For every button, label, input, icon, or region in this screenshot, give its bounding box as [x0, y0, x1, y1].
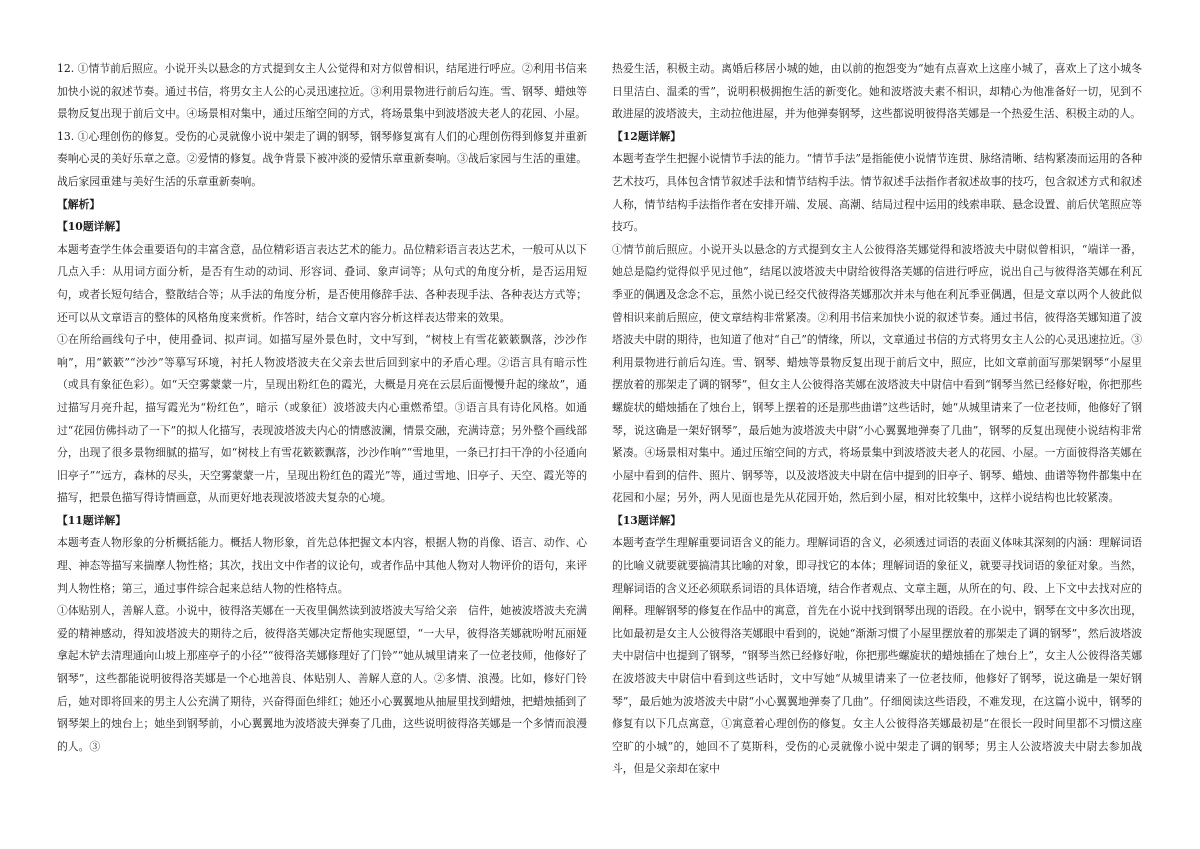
q12-answer: ①情节前后照应。小说开头以悬念的方式提到女主人公彼得洛芙娜觉得和波塔波夫中尉似曾相识，“端详一番，她总是隐约觉得似乎见过他”，结尾以波塔波夫中尉给彼得洛芙娜的信进行呼应，说出自己与彼得洛芙娜在利瓦季亚的偶遇及念念不忘，虽然小说已经交代彼得洛芙娜那次并未与他在利瓦季亚偶遇，但是文章以两个人彼此似曾相识来前后照应，使文章结构非常紧凑。②利用书信来加快小说的叙述节奏。通过书信，彼得洛芙娜知道了波塔波夫中尉的期待，也知道了他对“自己”的情缘，所以，文章通过书信的方式将男女主人公的心灵迅速拉近。③利用景物进行前后勾连。雪、钢琴、蜡烛等景物反复出现于前后文中，照应，比如文章前面写那架钢琴“小屋里摆放着的那架走了调的钢琴”，但女主人公彼得洛芙娜在波塔波夫中尉信中看到“钢琴当然已经修好啦，你把那些螺旋状的蜡烛插在了烛台上，钢琴上摆着的还是那些曲谱”这些话时，她“从城里请来了一位老技师，他修好了钢琴，说这确是一架好钢琴”，最后她为波塔波夫中尉“小心翼翼地弹奏了几曲”，钢琴的反复出现使小说结构非常紧凑。④场景相对集中。通过压缩空间的方式，将场景集中到波塔波夫老人的花园、小屋。一方面彼得洛芙娜在小屋中看到的信件、照片、钢琴等，以及波塔波夫中尉在信中提到的旧亭子、钢琴、蜡烛、曲谱等物件都集中在花园和小屋；另外，两人见面也是先从花园开始，然后到小屋，相对比较集中，这样小说结构也比较紧凑。 [612, 242, 1142, 505]
q10-intro: 本题考查学生体会重要语句的丰富含意，品位精彩语言表达艺术的能力。品位精彩语言表达艺术，一般可从以下几点入手：从用词方面分析，是否有生动的动词、形容词、叠词、象声词等；从句式的角度分析，是否运用短句，或者长短句结合，整散结合等；从手法的角度分析，是否使用修辞手法、各种表现手法、各种表达方式等；还可以从文章语言的整体的风格角度来赏析。作答时，结合文章内容分析这样表达带来的效果。 [57, 242, 587, 324]
analysis-heading: 【解析】 [57, 197, 101, 211]
right-column [612, 58, 1142, 781]
q11-answer-continued: 热爱生活，积极主动。离婚后移居小城的她，由以前的抱怨变为“她有点喜欢上这座小城了，喜欢上了这小城冬日里洁白、温柔的雪”，说明积极拥抱生活的新变化。她和波塔波夫素不相识，却精心为他准备好一切，见到不敢进屋的波塔波夫，主动拉他进屋，并为他弹奏钢琴，这些都说明彼得洛芙娜是一个热爱生活、积极主动的人。 [612, 62, 1142, 121]
q12-intro: 本题考查学生把握小说情节手法的能力。“情节手法”是指能使小说情节连贯、脉络清晰、结构紧凑而运用的各种艺术技巧，具体包含情节叙述手法和情节结构手法。情节叙述手法指作者叙述故事的技巧，包含叙述方式和叙述人称，情节结构手法指作者在安排开端、发展、高潮、结局过程中运用的线索串联、悬念设置、前后伏笔照应等技巧。 [612, 152, 1142, 234]
answer-13: 13. ①心理创伤的修复。受伤的心灵就像小说中架走了调的钢琴，钢琴修复寓有人们的心理创伤得到修复并重新奏响心灵的美好乐章之意。②爱情的修复。战争背景下被冲淡的爱情乐章重新奏响。③战后家园与生活的重建。战后家园重建与美好生活的乐章重新奏响。 [57, 129, 587, 188]
q12-heading: 【12题详解】 [612, 129, 682, 143]
q13-heading: 【13题详解】 [612, 513, 682, 527]
q10-heading: 【10题详解】 [57, 220, 127, 234]
q11-intro: 本题考查人物形象的分析概括能力。概括人物形象，首先总体把握文本内容，根据人物的肖像、语言、动作、心理、神态等描写来揣摩人物性格；其次，找出文中作者的议论句，或者作品中其他人物对人物评价的语句，来评判人物性格；第三，通过事件综合起来总结人物的性格特点。 [57, 536, 587, 595]
q11-heading: 【11题详解】 [57, 513, 127, 527]
left-column [57, 58, 587, 758]
q10-answer: ①在所给画线句子中，使用叠词、拟声词。如描写屋外景色时，文中写到，“树枝上有雪花簌簌飘落，沙沙作响”，用“簌簌”“沙沙”等摹写环境，衬托人物波塔波夫在父亲去世后回到家中的矛盾心理。②语言具有暗示性（或具有象征色彩）。如“天空雾蒙蒙一片，呈现出粉红色的霞光，大概是月亮在云层后面慢慢升起的缘故”，通过描写月亮升起，描写霞光为“粉红色”，暗示（或象征）波塔波夫内心重燃希望。③语言具有诗化风格。如通过“花园仿佛抖动了一下”的拟人化描写，表现波塔波夫内心的情感波澜，情景交融，充满诗意；另外整个画线部分，出现了很多景物细腻的描写，如“树枝上有雪花簌簌飘落，沙沙作响”“雪地里，一条已打扫干净的小径通向旧亭子”“远方，森林的尽头，天空雾蒙蒙一片，呈现出粉红色的霞光”等，通过雪地、旧亭子、天空、霞光等的描写，把景色描写得诗情画意，从而更好地表现波塔波夫复杂的心境。 [57, 333, 587, 505]
q11-answer: ①体贴别人，善解人意。小说中，彼得洛芙娜在一天夜里偶然读到波塔波夫写给父亲 信件，她被波塔波夫充满爱的精神感动，得知波塔波夫的期待之后，彼得洛芙娜决定帮他实现愿望，“一大早，彼得洛芙娜就吩咐瓦丽娅拿起木铲去清理通向山坡上那座亭子的小径”“彼得洛芙娜修理好了门铃”“她从城里请来了一位老技师，他修好了钢琴”，这些都能说明彼得洛芙娜是一个心地善良、体贴别人、善解人意的人。②多情、浪漫。比如，修好门铃后，她对即将回来的男主人公充满了期待，兴奋得面色绯红；她还小心翼翼地从抽屉里找到蜡烛，把蜡烛插到了钢琴架上的烛台上；她坐到钢琴前，小心翼翼地为波塔波夫弹奏了几曲，这些说明彼得洛芙娜是一个多情而浪漫的人。③ [57, 604, 587, 753]
answer-12: 12. ①情节前后照应。小说开头以悬念的方式提到女主人公觉得和对方似曾相识，结尾进行呼应。②利用书信来加快小说的叙述节奏。通过书信，将男女主人公的心灵迅速拉近。③利用景物进行前后勾连。雪、钢琴、蜡烛等景物反复出现于前后文中。④场景相对集中，通过压缩空间的方式，将场景集中到波塔波夫老人的花园、小屋。 [57, 62, 587, 121]
q13-answer: 本题考查学生理解重要词语含义的能力。理解词语的含义，必须透过词语的表面义体味其深刻的内涵：理解词语的比喻义就要就要搞清其比喻的对象，即寻找它的本体；理解词语的象征义，就要寻找词语的象征对象。当然，理解词语的含义还必须联系词语的具体语境，结合作者观点、文章主题，从所在的句、段、上下文中去找对应的阐释。理解钢琴的修复在作品中的寓意，首先在小说中找到钢琴出现的语段。在小说中，钢琴在文中多次出现，比如最初是女主人公彼得洛芙娜眼中看到的，说她“渐渐习惯了小屋里摆放着的那架走了调的钢琴”，然后波塔波夫中尉信中也提到了钢琴，“钢琴当然已经修好啦，你把那些螺旋状的蜡烛插在了烛台上”，女主人公彼得洛芙娜在波塔波夫中尉信中看到这些话时，文中写她“从城里请来了一位老技师，他修好了钢琴，说这确是一架好钢琴”，最后她为波塔波夫中尉“小心翼翼地弹奏了几曲”。仔细阅读这些语段，不难发现，在这篇小说中，钢琴的修复有以下几点寓意，①寓意着心理创伤的修复。女主人公彼得洛芙娜最初是“在很长一段时间里都不习惯这座空旷的小城”的，她回不了莫斯科，受伤的心灵就像小说中架走了调的钢琴；男主人公波塔波夫中尉去参加战斗，但是父亲却在家中 [612, 536, 1142, 776]
